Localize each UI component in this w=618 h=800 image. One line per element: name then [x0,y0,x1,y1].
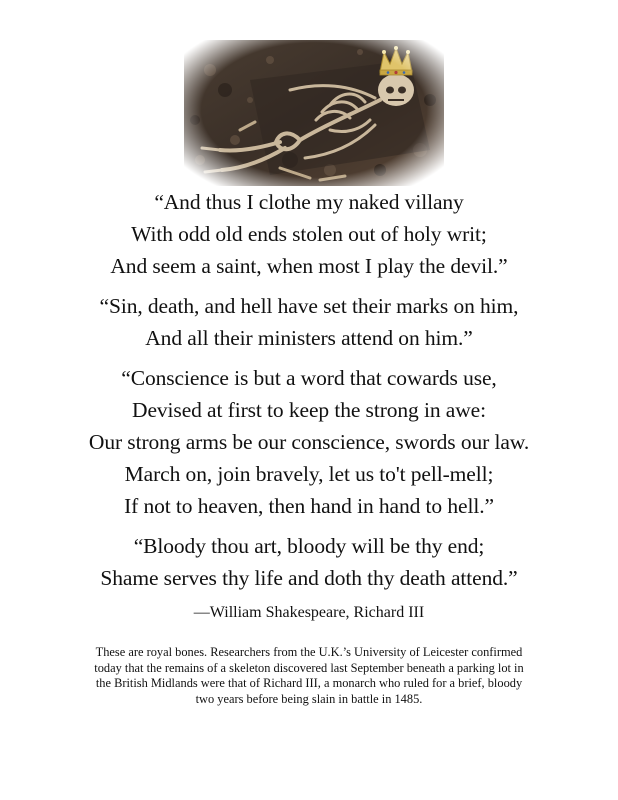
quote-line: If not to heaven, then hand in hand to hell.” [124,494,494,518]
quote-line: Shame serves thy life and doth thy death attend.” [100,566,518,590]
excavation-photo [180,30,448,190]
quote-stanza [0,290,618,354]
quote-line: “Bloody thou art, bloody will be thy end; [133,534,485,558]
caption: These are royal bones. Researchers from the U.K.’s University of Leicester confirmed today that the remains of a skeleton discovered last September beneath a parking lot in the British Midlands were that of Richard III, a monarch who ruled for a brief, bloody two years before being slain in battle in 1485. [94,645,524,706]
quote-line: With odd old ends stolen out of holy writ; [131,222,487,246]
quote-line: Our strong arms be our conscience, swords our law. [88,430,530,454]
quotes-block [0,186,618,707]
quote-line: And seem a saint, when most I play the devil.” [110,254,508,278]
quote-line: Devised at first to keep the strong in awe: [132,398,486,422]
quote-line: “Sin, death, and hell have set their marks on him, [99,294,519,318]
quote-stanza [0,186,618,282]
attribution: —William Shakespeare, Richard III [193,604,425,621]
quote-line: “And thus I clothe my naked villany [154,190,464,214]
skeleton-in-grave-image [180,30,448,190]
quote-stanza [0,530,618,594]
quote-line: “Conscience is but a word that cowards use, [121,366,497,390]
quote-line: And all their ministers attend on him.” [145,326,473,350]
quote-line: March on, join bravely, let us to't pell-mell; [124,462,494,486]
quote-stanza [0,362,618,522]
